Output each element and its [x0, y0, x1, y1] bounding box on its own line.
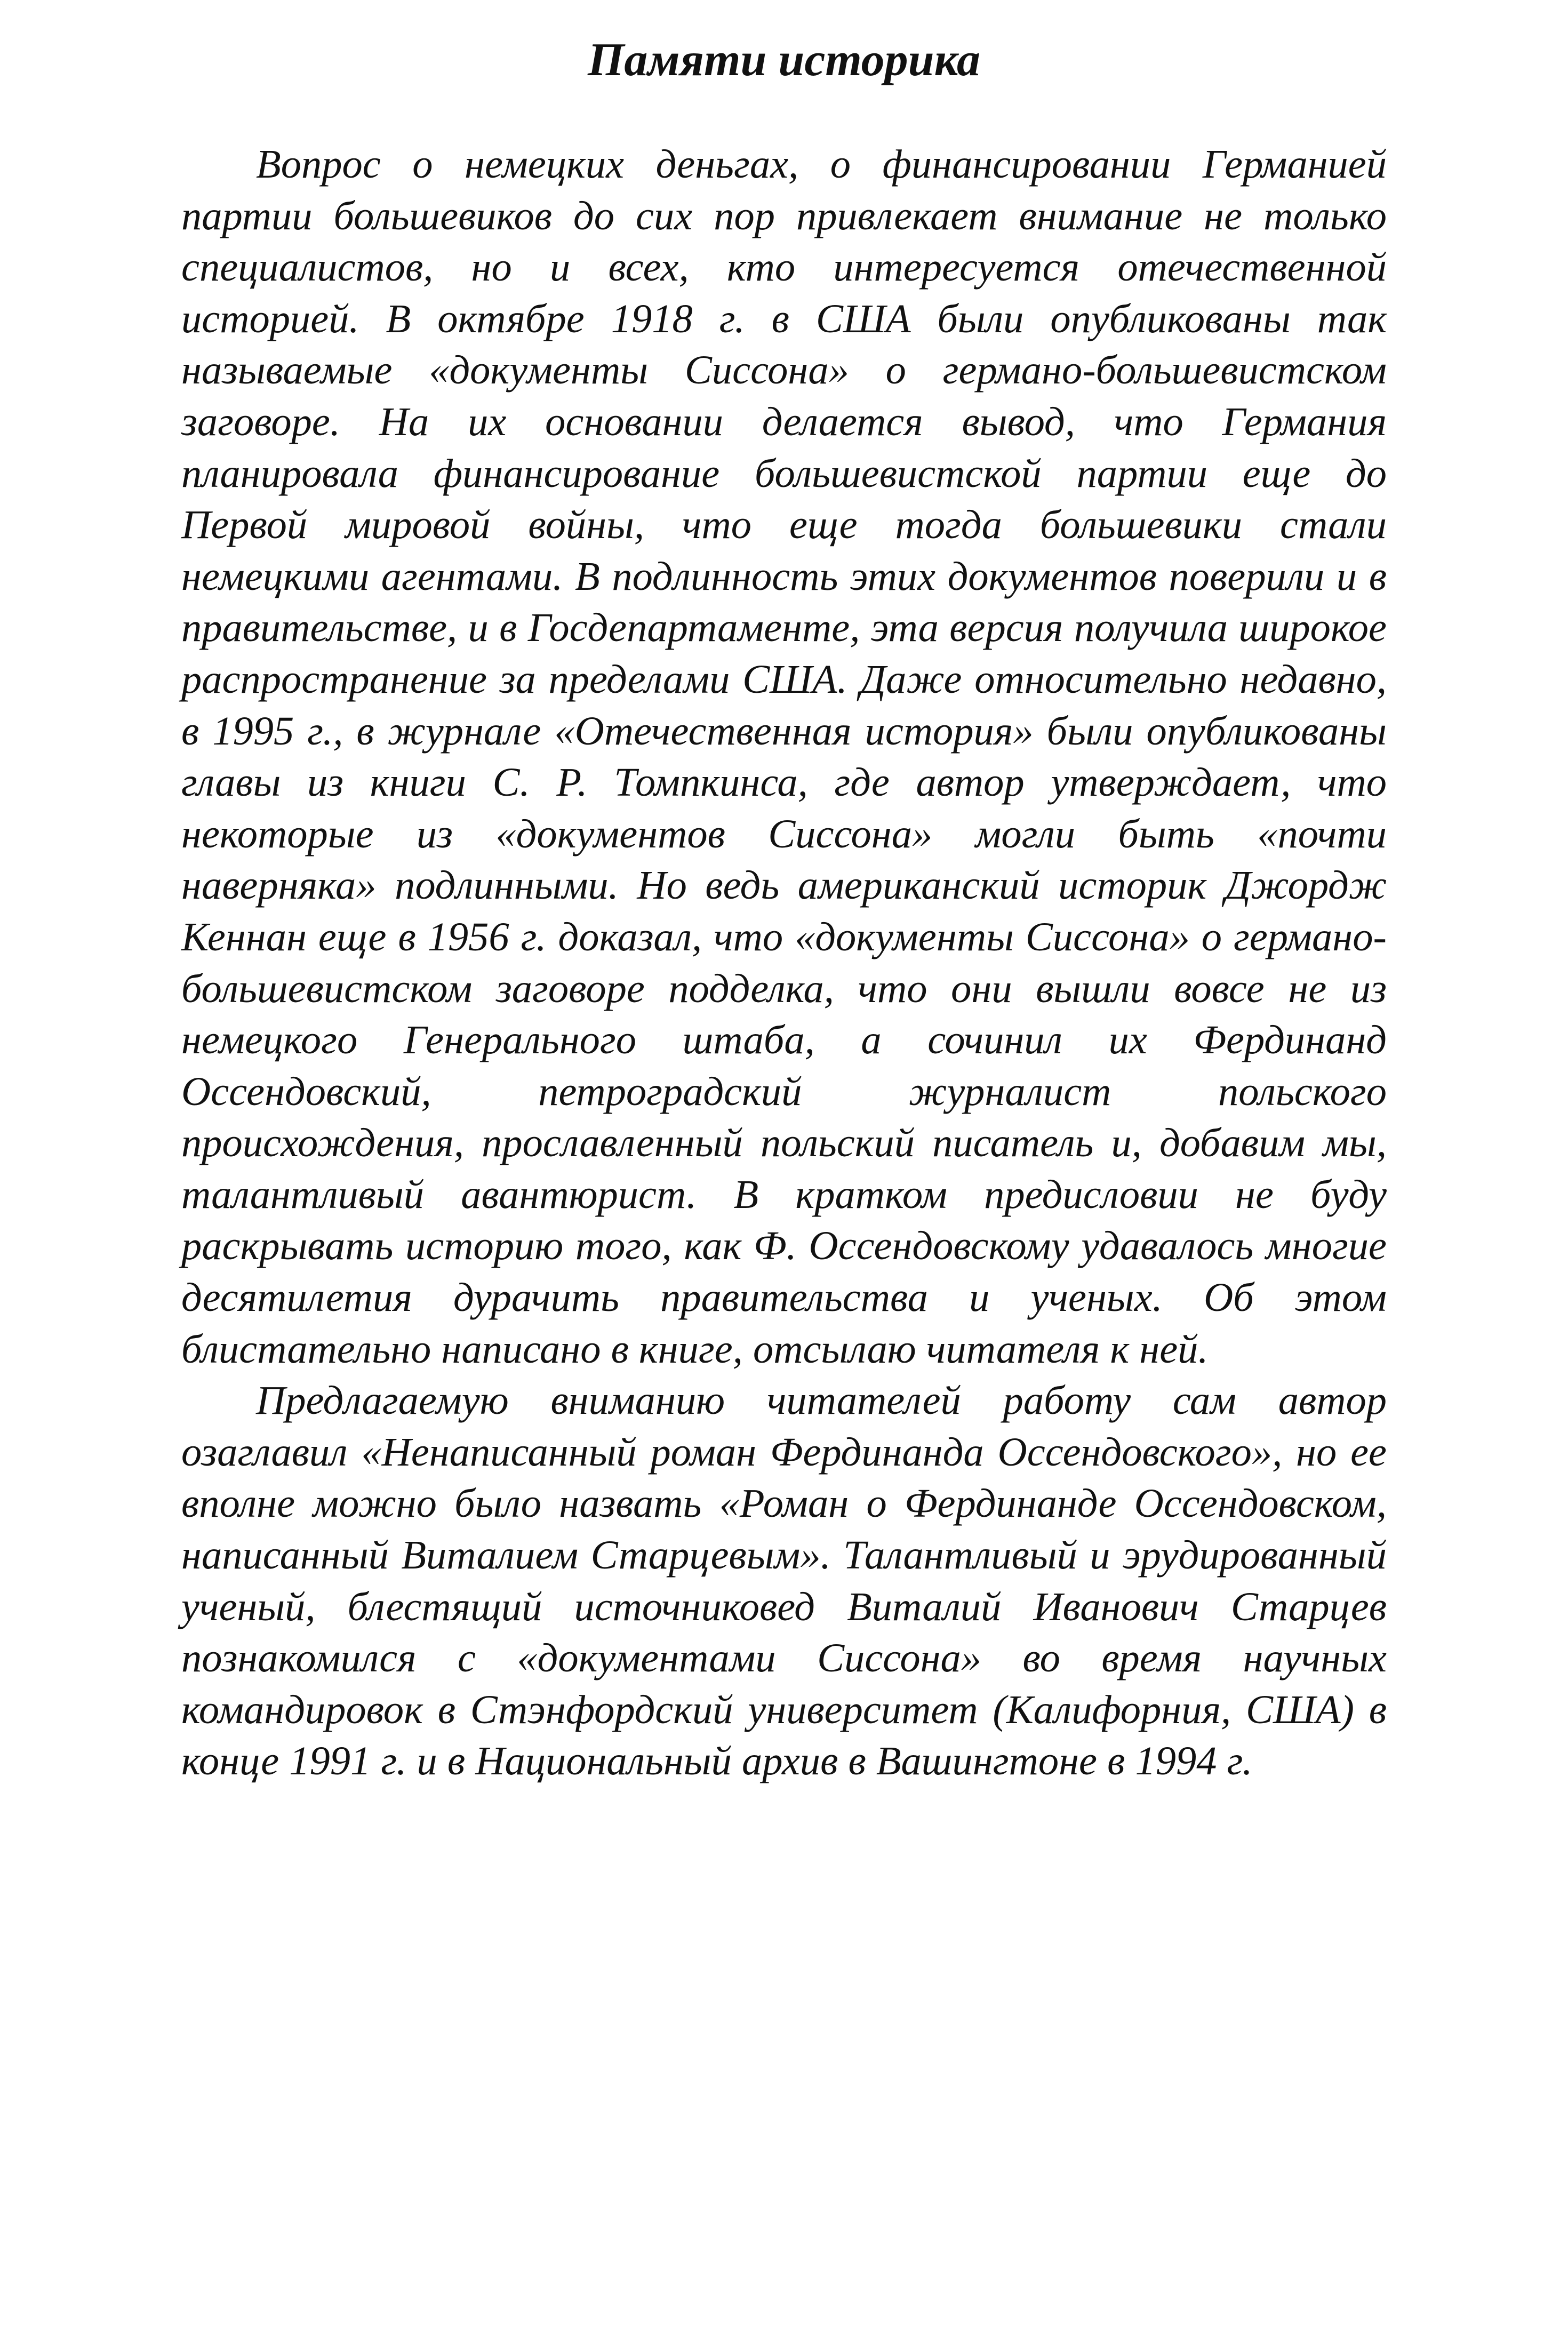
paragraph-1: Вопрос о немецких деньгах, о финансировании Германией партии большевиков до сих пор привлекает внимание не только специалистов, но и всех, кто интересуется отечественной историей. В октябре 1918 г. в США были опубликованы так называемые «документы Сиссона» о германо-большевистском заговоре. На их основании делается вывод, что Германия планировала финансирование большевистской партии еще до Первой мировой войны, что еще тогда большевики стали немецкими агентами. В подлинность этих документов поверили и в правительстве, и в Госдепартаменте, эта версия получила широкое распространение за пределами США. Даже относительно недавно, в 1995 г., в журнале «Отечественная история» были опубликованы главы из книги С. Р. Томпкинса, где автор утверждает, что некоторые из «документов Сиссона» могли быть «почти наверняка» подлинными. Но ведь американский историк Джордж Кеннан еще в 1956 г. доказал, что «документы Сиссона» о германо-большевистском заговоре подделка, что они вышли вовсе не из немецкого Генерального штаба, а сочинил их Фердинанд Оссендовский, петроградский журналист польского происхождения, прославленный польский писатель и, добавим мы, талантливый авантюрист. В кратком предисловии не буду раскрывать историю того, как Ф. Оссендовскому удавалось многие десятилетия дурачить правительства и ученых. Об этом блистательно написано в книге, отсылаю читателя к ней.	[181, 141, 1387, 1372]
paragraph-2: Предлагаемую вниманию читателей работу сам автор озаглавил «Ненаписанный роман Фердинанда Оссендовского», но ее вполне можно было назвать «Роман о Фердинанде Оссендовском, написанный Виталием Старцевым». Талантливый и эрудированный ученый, блестящий источниковед Виталий Иванович Старцев познакомился с «документами Сиссона» во время научных командировок в Стэнфордский университет (Калифорния, США) в конце 1991 г. и в Национальный архив в Вашингтоне в 1994 г.	[181, 1378, 1387, 1784]
body-text	[181, 139, 1387, 1787]
page-title: Памяти историка	[587, 34, 981, 86]
